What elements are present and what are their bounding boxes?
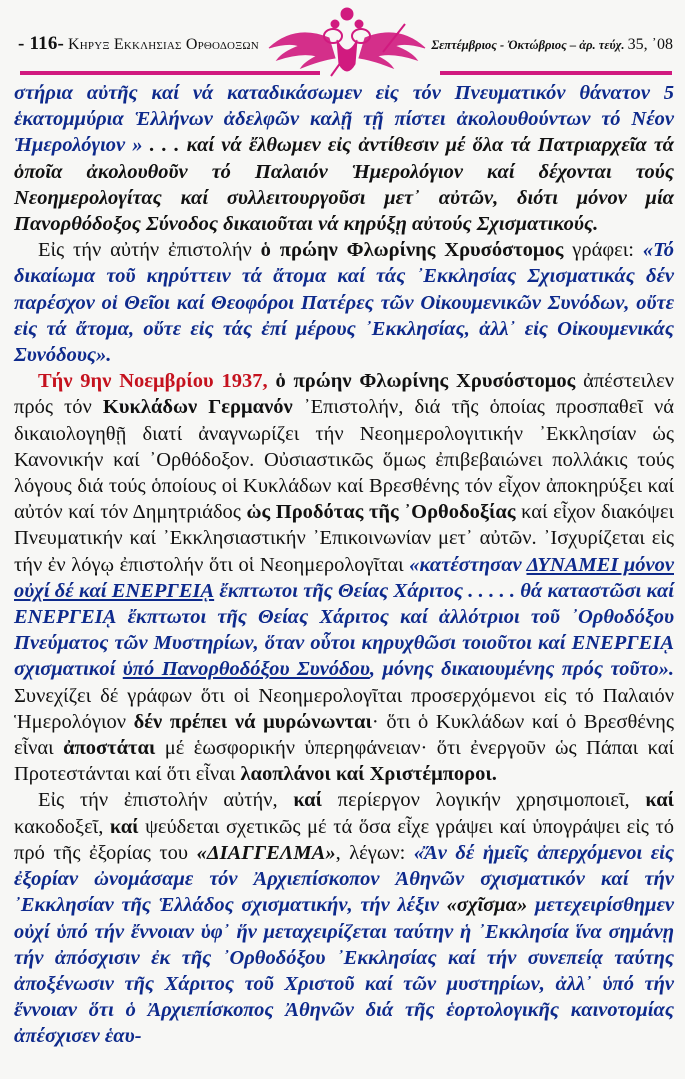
quote-text: «Τό δικαίωμα τοῦ κηρύττειν τά ἄτομα καί τάς ᾿Εκκλησίας Σχισματικάς δέν παρέσχον οἱ Θεῖοι καί Θεοφόροι Πατέρες τῶν Οἰκουμενικῶν Συνόδων, οὔτε εἰς τά ἄτομα, οὔτε εἰς τάς ἐπί μέρους ᾿Εκκλησίας, ἀλλ᾿ εἰς Οἰκουμενικάς Συνόδους». <box>14 239 674 367</box>
paragraph-1 <box>14 80 674 237</box>
quote-text: στήρια αὐτῆς καί νά καταδικάσωμεν εἰς τόν Πνευματικόν θάνατον 5 ἑκατομμύρια Ἑλλήνων ἀδελφῶν καλῇ τῇ πίστει ἀκολουθούντων τό Νέον Ἡμερολόγιον » <box>14 82 674 157</box>
bold-name: ὁ πρώην Φλωρίνης Χρυσόστομος <box>260 239 564 262</box>
underlined-quote: ὑπό Πανορθοδόξου Συνόδου <box>122 658 370 681</box>
body-text: ψεύδεται σχετικῶς μέ τά ὅσα εἶχε γράψει καί ὑπογράψει εἰς τό πρό τῆς ἐξορίας του <box>14 815 674 864</box>
quote-text: μετεχειρίσθημεν οὐχί ὑπό τήν ἔννοιαν ὑφ᾿ ἥν μεταχειρίζεται ταύτην ἡ ᾿Εκκλησία ἵνα σημάνῃ τήν ἀπόσχισιν ἐκ τῆς ᾿Ορθοδόξου ᾿Εκκλησίας καί τήν συνεπείᾳ ταύτης ἀποξένωσιν τῆς Χάριτος τοῦ Χριστοῦ καί τῶν μυστηρίων, ἀλλ᾿ ὑπό τήν ἔννοιαν ὅτι ὁ Ἀρχιεπίσκοπος Ἀθηνῶν διά τῆς ἑορτολογικῆς καινοτομίας ἀπέσχισεν ἑαυ- <box>14 894 674 1048</box>
body-text: ἀπέστειλεν πρός τόν <box>14 370 675 419</box>
bold-phrase: ὡς Προδότας τῆς ᾿Ορθοδοξίας <box>246 501 516 524</box>
quote-text: ἔκπτωτοι τῆς Θείας Χάριτος . . . . . θά καταστῶσι καί ΕΝΕΡΓΕΙᾼ ἔκπτωτοι τῆς Θείας Χάριτος καί ἀλλότριοι τοῦ ᾿Ορθοδόξου Πνεύματος τῶν Μυστηρίων, ὅταν οὗτοι κηρυχθῶσι τοιοῦτοι καί ΕΝΕΡΓΕΙᾼ σχισματικοί <box>14 579 674 681</box>
date-highlight: Τήν 9ην Νοεμβρίου 1937, <box>38 370 268 393</box>
body-text: Συνεχίζει δέ γράφων ὅτι οἱ Νεοημερολογῖται προσερχόμενοι εἰς τό Παλαιόν Ἡμερολόγιον <box>14 684 674 733</box>
quote-text: «Ἄν δέ ἡμεῖς ἀπερχόμενοι εἰς ἐξορίαν ὠνομάσαμε τόν Ἀρχιεπίσκοπον Ἀθηνῶν σχισματικόν καί τήν ᾿Εκκλησίαν τῆς Ἑλλάδος σχισματικήν, τήν λέξιν <box>14 841 674 917</box>
body-text: ᾿Επιστολήν, διά τῆς ὁποίας προσπαθεῖ νά δικαιολογηθῇ διατί ἀναγνωρίζει τήν Νεοημερολογιτικήν ᾿Εκκλησίαν ὡς Κανονικήν καί ᾿Ορθόδοξον. Οὐσιαστικῶς ὅμως ἐπιβεβαιώνει πολλάκις τούς λόγους διά τούς ὁποίους οἱ Κυκλάδων καί Βρεσθένης τόν εἶχον ἀποκηρύξει καί αὐτόν καί τόν Δημητριάδος <box>14 396 674 524</box>
issue-number: 35, ᾿08 <box>627 36 673 53</box>
publication-title: Κηρυξ Εκκλησιας Ορθοδοξων <box>68 36 259 53</box>
bold-word: καί <box>293 789 322 812</box>
article-body <box>14 80 674 1050</box>
document-title: «ΔΙΑΓΓΕΛΜΑ» <box>196 841 336 864</box>
bold-word: καί <box>645 789 674 812</box>
body-text: · ὅτι ὁ Κυκλάδων καί ὁ Βρεσθένης εἶναι <box>14 710 674 760</box>
body-text: , λέγων: <box>335 841 414 864</box>
bold-phrase: λαοπλάνοι καί Χριστέμποροι. <box>240 763 497 786</box>
paragraph-4 <box>14 787 674 1049</box>
emphasis-text: . . . καί νά ἔλθωμεν εἰς ἀντίθεσιν μέ ὅλα τά Πατριαρχεῖα τά ὁποῖα ἀκολουθοῦν τό Παλαιόν Ἡμερολόγιον καί δέχονται τούς Νεοημερολογίτας καί συλλειτουργοῦσι μετ᾿ αὐτῶν, διότι μόνον μία Πανορθόδοξος Σύνοδος δικαιοῦται νά κηρύξῃ αὐτούς Σχισματικούς. <box>14 134 674 236</box>
paragraph-3 <box>14 368 674 787</box>
page-header <box>0 0 685 78</box>
bold-phrase: ἀποστάται <box>63 737 156 760</box>
bold-phrase: δέν πρέπει νά μυρώνωνται <box>133 710 372 733</box>
header-left <box>18 33 259 55</box>
quoted-word: «σχῖσμα» <box>446 894 528 917</box>
body-text: Εἰς τήν ἐπιστολήν αὐτήν, <box>38 789 294 812</box>
bold-name: ὁ πρώην Φλωρίνης Χρυσόστομος <box>267 370 576 393</box>
header-rule-right <box>440 71 672 75</box>
quote-text: «κατέστησαν <box>409 553 527 576</box>
bold-word: καί <box>109 815 139 838</box>
quote-text: , μόνης δικαιουμένης πρός τοῦτο». <box>369 658 674 681</box>
paragraph-2 <box>14 237 674 368</box>
header-rule-left <box>20 71 320 75</box>
bold-name: Κυκλάδων Γερμανόν <box>102 396 293 419</box>
body-text: περίεργον λογικήν χρησιμοποιεῖ, <box>321 789 646 812</box>
body-text: καί εἶχον διακόψει Πνευματικήν καί ᾿Εκκλησιαστικήν ᾿Επικοινωνίαν μετ᾿ αὐτῶν. ᾿Ισχυρίζεται εἰς τήν ἐν λόγῳ ἐπιστολήν ὅτι οἱ Νεοημερολογῖται <box>14 501 675 576</box>
page-number: - 116- <box>18 33 65 54</box>
body-text: μέ ἑωσφορικήν ὑπερηφάνειαν· ὅτι ἐνεργοῦν ὡς Πάπαι καί Προτεστάνται καί ὅτι εἶναι <box>14 737 675 786</box>
double-headed-eagle-icon <box>265 2 430 78</box>
body-text: γράφει: <box>563 239 643 262</box>
body-text: κακοδοξεῖ, <box>14 815 110 838</box>
body-text: Εἰς τήν αὐτήν ἐπιστολήν <box>38 239 261 262</box>
underlined-quote: ΔΥΝΑΜΕΙ μόνον οὐχί δέ καί ΕΝΕΡΓΕΙᾼ <box>14 553 674 602</box>
header-right <box>431 36 673 54</box>
issue-info: Σεπτέμβριος - Ὀκτώβριος – ἀρ. τεύχ. <box>431 38 625 52</box>
